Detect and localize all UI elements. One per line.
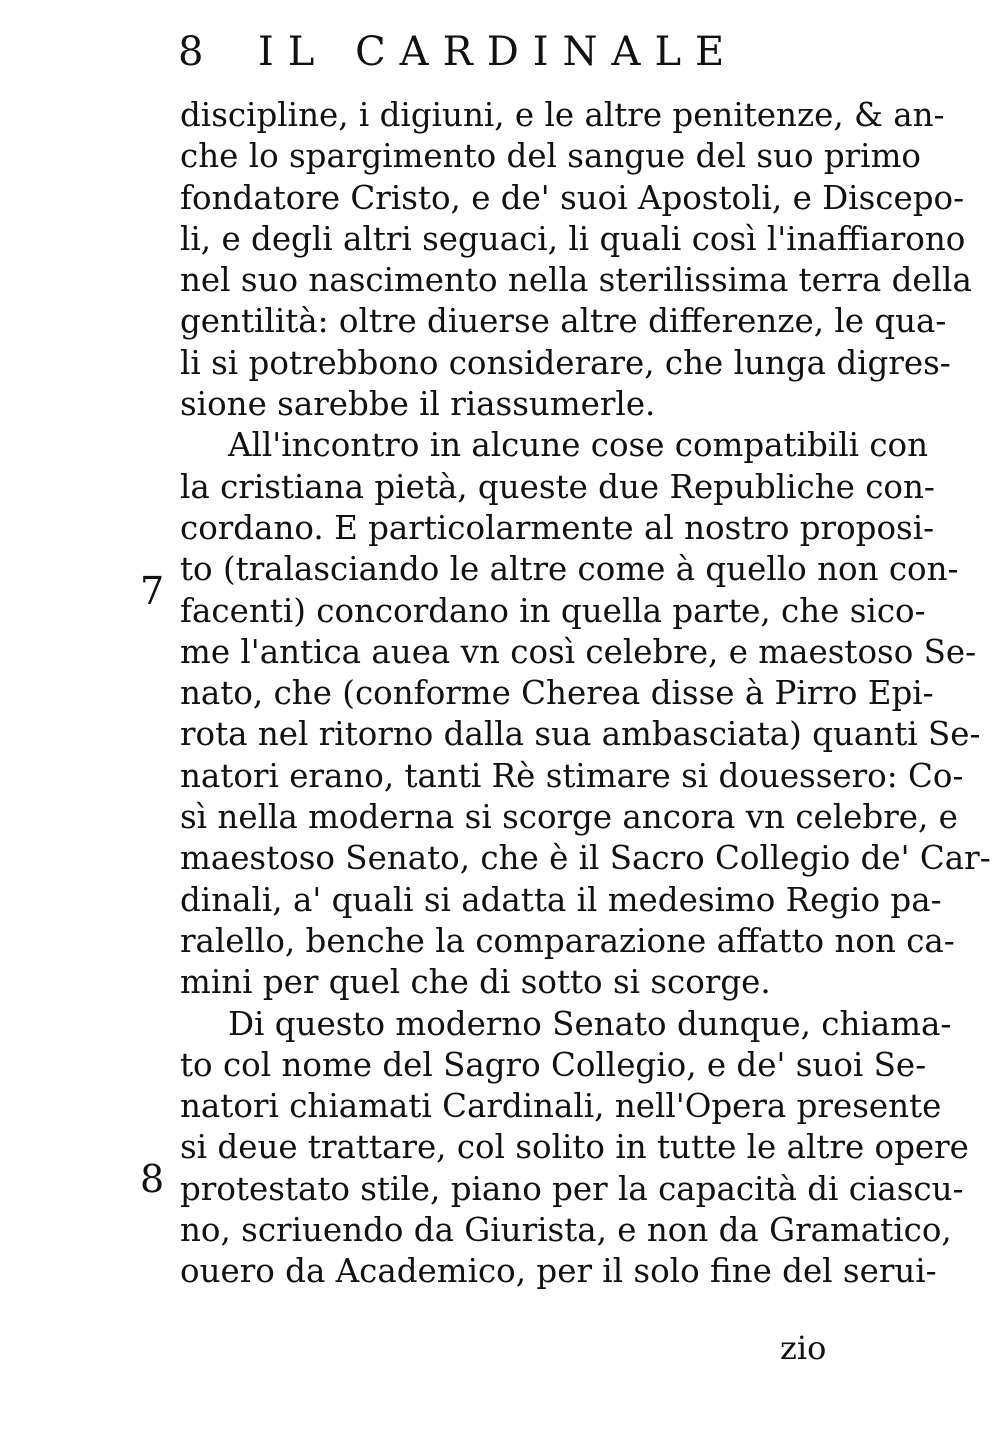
text-line: to (tralasciando le altre come à quello non con- (180, 550, 959, 589)
text-line: ouero da Academico, per il solo fine del serui- (180, 1252, 937, 1291)
text-line: me l'antica auea vn così celebre, e maestoso Se- (180, 632, 977, 671)
margin-note: 7 (140, 569, 165, 613)
text-line: dinali, a' quali si adatta il medesimo Regio pa- (180, 880, 942, 919)
text-line: cordano. E particolarmente al nostro proposi- (180, 508, 935, 547)
paragraph-start-line: All'incontro in alcune cose compatibili con (228, 426, 929, 465)
text-line: sione sarebbe il riassumerle. (180, 385, 656, 424)
text-line: natori erano, tanti Rè stimare si douessero: Co- (180, 756, 964, 795)
page-number: 8 (178, 29, 204, 75)
catchword: zio (780, 1329, 827, 1367)
running-title: IL CARDINALE (258, 29, 739, 75)
page-header (178, 22, 878, 82)
text-line: che lo spargimento del sangue del suo primo (180, 137, 921, 176)
margin-note: 8 (140, 1157, 165, 1201)
text-line: no, scriuendo da Giurista, e non da Gramatico, (180, 1211, 952, 1250)
text-line: si deue trattare, col solito in tutte le altre opere (180, 1128, 969, 1167)
text-line: nel suo nascimento nella sterilissima terra della (180, 261, 972, 300)
paragraph-start-line: Di questo moderno Senato dunque, chiama- (228, 1004, 952, 1043)
text-line: protestato stile, piano per la capacità di ciascu- (180, 1169, 964, 1208)
text-line: natori chiamati Cardinali, nell'Opera presente (180, 1087, 942, 1126)
text-line: li, e degli altri seguaci, li quali così l'inaffiarono (180, 219, 966, 258)
text-line: la cristiana pietà, queste due Republiche con- (180, 467, 935, 506)
text-line: discipline, i digiuni, e le altre penitenze, & an- (180, 96, 945, 134)
text-line: mini per quel che di sotto si scorge. (180, 963, 771, 1002)
text-line: to col nome del Sagro Collegio, e de' suoi Se- (180, 1045, 927, 1084)
text-line: fondatore Cristo, e de' suoi Apostoli, e Discepo- (180, 178, 965, 217)
body-text (180, 95, 991, 1293)
text-line: nato, che (conforme Cherea disse à Pirro Epi- (180, 674, 934, 713)
text-line: facenti) concordano in quella parte, che sico- (180, 591, 926, 630)
text-line: ralello, benche la comparazione affatto non ca- (180, 921, 955, 960)
text-line: sì nella moderna si scorge ancora vn celebre, e (180, 798, 958, 837)
text-line: rota nel ritorno dalla sua ambasciata) quanti Se- (180, 715, 981, 754)
text-line: gentilità: oltre diuerse altre differenze, le qua- (180, 302, 947, 341)
text-line: li si potrebbono considerare, che lunga digres- (180, 343, 951, 382)
text-line: maestoso Senato, che è il Sacro Collegio de' Car- (180, 839, 991, 878)
